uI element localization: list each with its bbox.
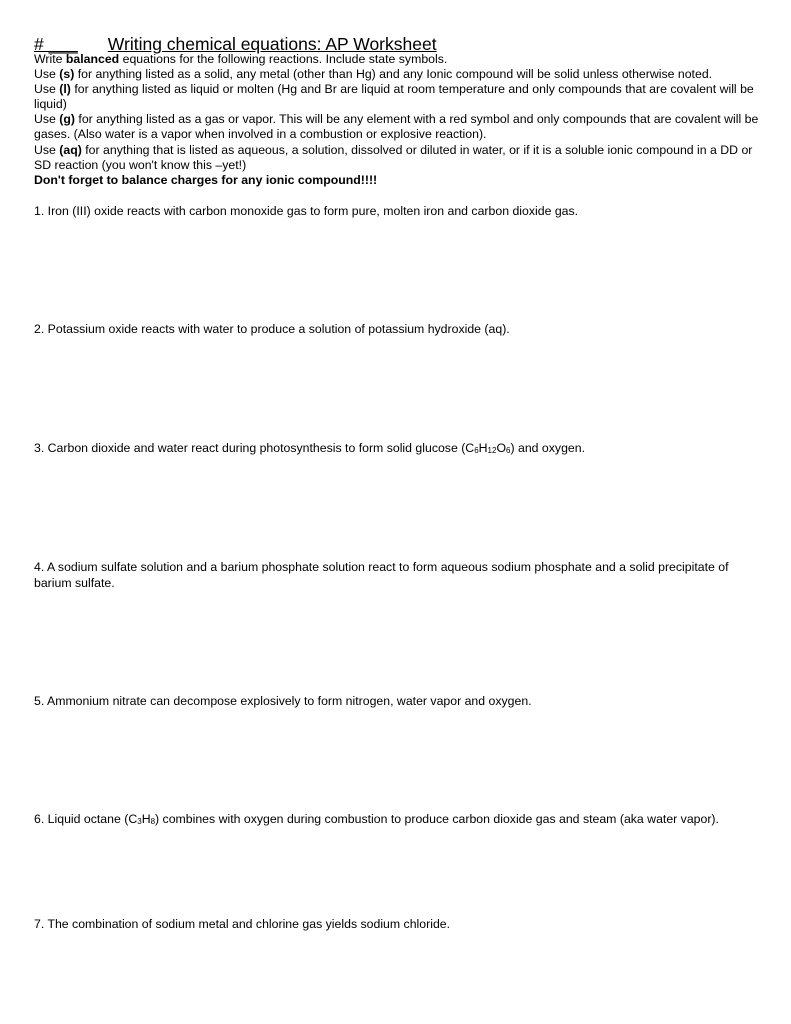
subscript: 3 — [137, 817, 142, 826]
instruction-bold: (l) — [59, 82, 71, 97]
instruction-reminder — [34, 173, 764, 188]
instruction-line-aqueous — [34, 143, 764, 173]
subscript: 6 — [474, 446, 479, 455]
instruction-text: equations for the following reactions. Include state symbols. — [119, 52, 448, 66]
question-2: 2. Potassium oxide reacts with water to produce a solution of potassium hydroxide (aq). — [34, 322, 510, 336]
instruction-bold: (aq) — [59, 142, 82, 157]
question-text: ) and oxygen. — [510, 441, 585, 455]
question-6 — [34, 811, 764, 827]
worksheet-title — [34, 34, 459, 54]
question-text: H — [478, 441, 488, 455]
subscript: 8 — [150, 817, 156, 826]
instruction-bold: (g) — [59, 112, 75, 127]
subscript: 12 — [487, 446, 497, 455]
subscript: 6 — [506, 446, 511, 455]
title-text: Writing chemical equations: AP Worksheet — [107, 34, 437, 54]
instruction-text: Write — [34, 52, 66, 66]
instruction-text: Use — [34, 142, 60, 157]
question-4: 4. A sodium sulfate solution and a barium phosphate solution react to form aqueous sodium phosphate and a solid precipitate of barium sulfate. — [34, 560, 729, 590]
reminder-text: Don't forget to balance charges for any ionic compound!!!! — [34, 172, 378, 187]
question-text: O — [496, 441, 507, 455]
instruction-text: Use — [34, 112, 60, 127]
instruction-line-gas — [34, 112, 764, 142]
question-5: 5. Ammonium nitrate can decompose explosively to form nitrogen, water vapor and oxygen. — [34, 694, 532, 708]
instruction-bold: (s) — [59, 67, 75, 82]
question-text: H — [141, 812, 151, 826]
instruction-text: for anything listed as a gas or vapor. This will be any element with a red symbol and only compounds that are covalent will be gases. (Also water is a vapor when involved in a combustion or explosive reaction). — [34, 112, 759, 142]
instruction-text: Use — [34, 67, 60, 82]
number-mark: # ___ — [34, 34, 78, 54]
instruction-text: Use — [34, 82, 60, 97]
instruction-text: for anything listed as a solid, any metal (other than Hg) and any Ionic compound will be solid unless otherwise noted. — [74, 67, 713, 82]
instruction-text: for anything listed as liquid or molten (Hg and Br are liquid at room temperature and only compounds that are covalent will be liquid) — [34, 82, 754, 112]
instruction-text: for anything that is listed as aqueous, a solution, dissolved or diluted in water, or if it is a soluble ionic compound in a DD or SD reaction (you won't know this –yet!) — [34, 142, 753, 172]
question-3 — [34, 440, 764, 456]
instructions — [34, 52, 764, 188]
instruction-line-liquid — [34, 82, 764, 112]
question-text: ) combines with oxygen during combustion to produce carbon dioxide gas and steam (aka water vapor). — [155, 812, 719, 826]
question-text: 3. Carbon dioxide and water react during photosynthesis to form solid glucose (C — [34, 441, 475, 455]
question-1: 1. Iron (III) oxide reacts with carbon monoxide gas to form pure, molten iron and carbon dioxide gas. — [34, 204, 579, 218]
instruction-bold: balanced — [65, 52, 120, 66]
question-7: 7. The combination of sodium metal and chlorine gas yields sodium chloride. — [34, 917, 451, 931]
instruction-line-balanced — [34, 52, 764, 67]
question-text: 6. Liquid octane (C — [34, 812, 138, 826]
instruction-line-solid — [34, 67, 764, 82]
